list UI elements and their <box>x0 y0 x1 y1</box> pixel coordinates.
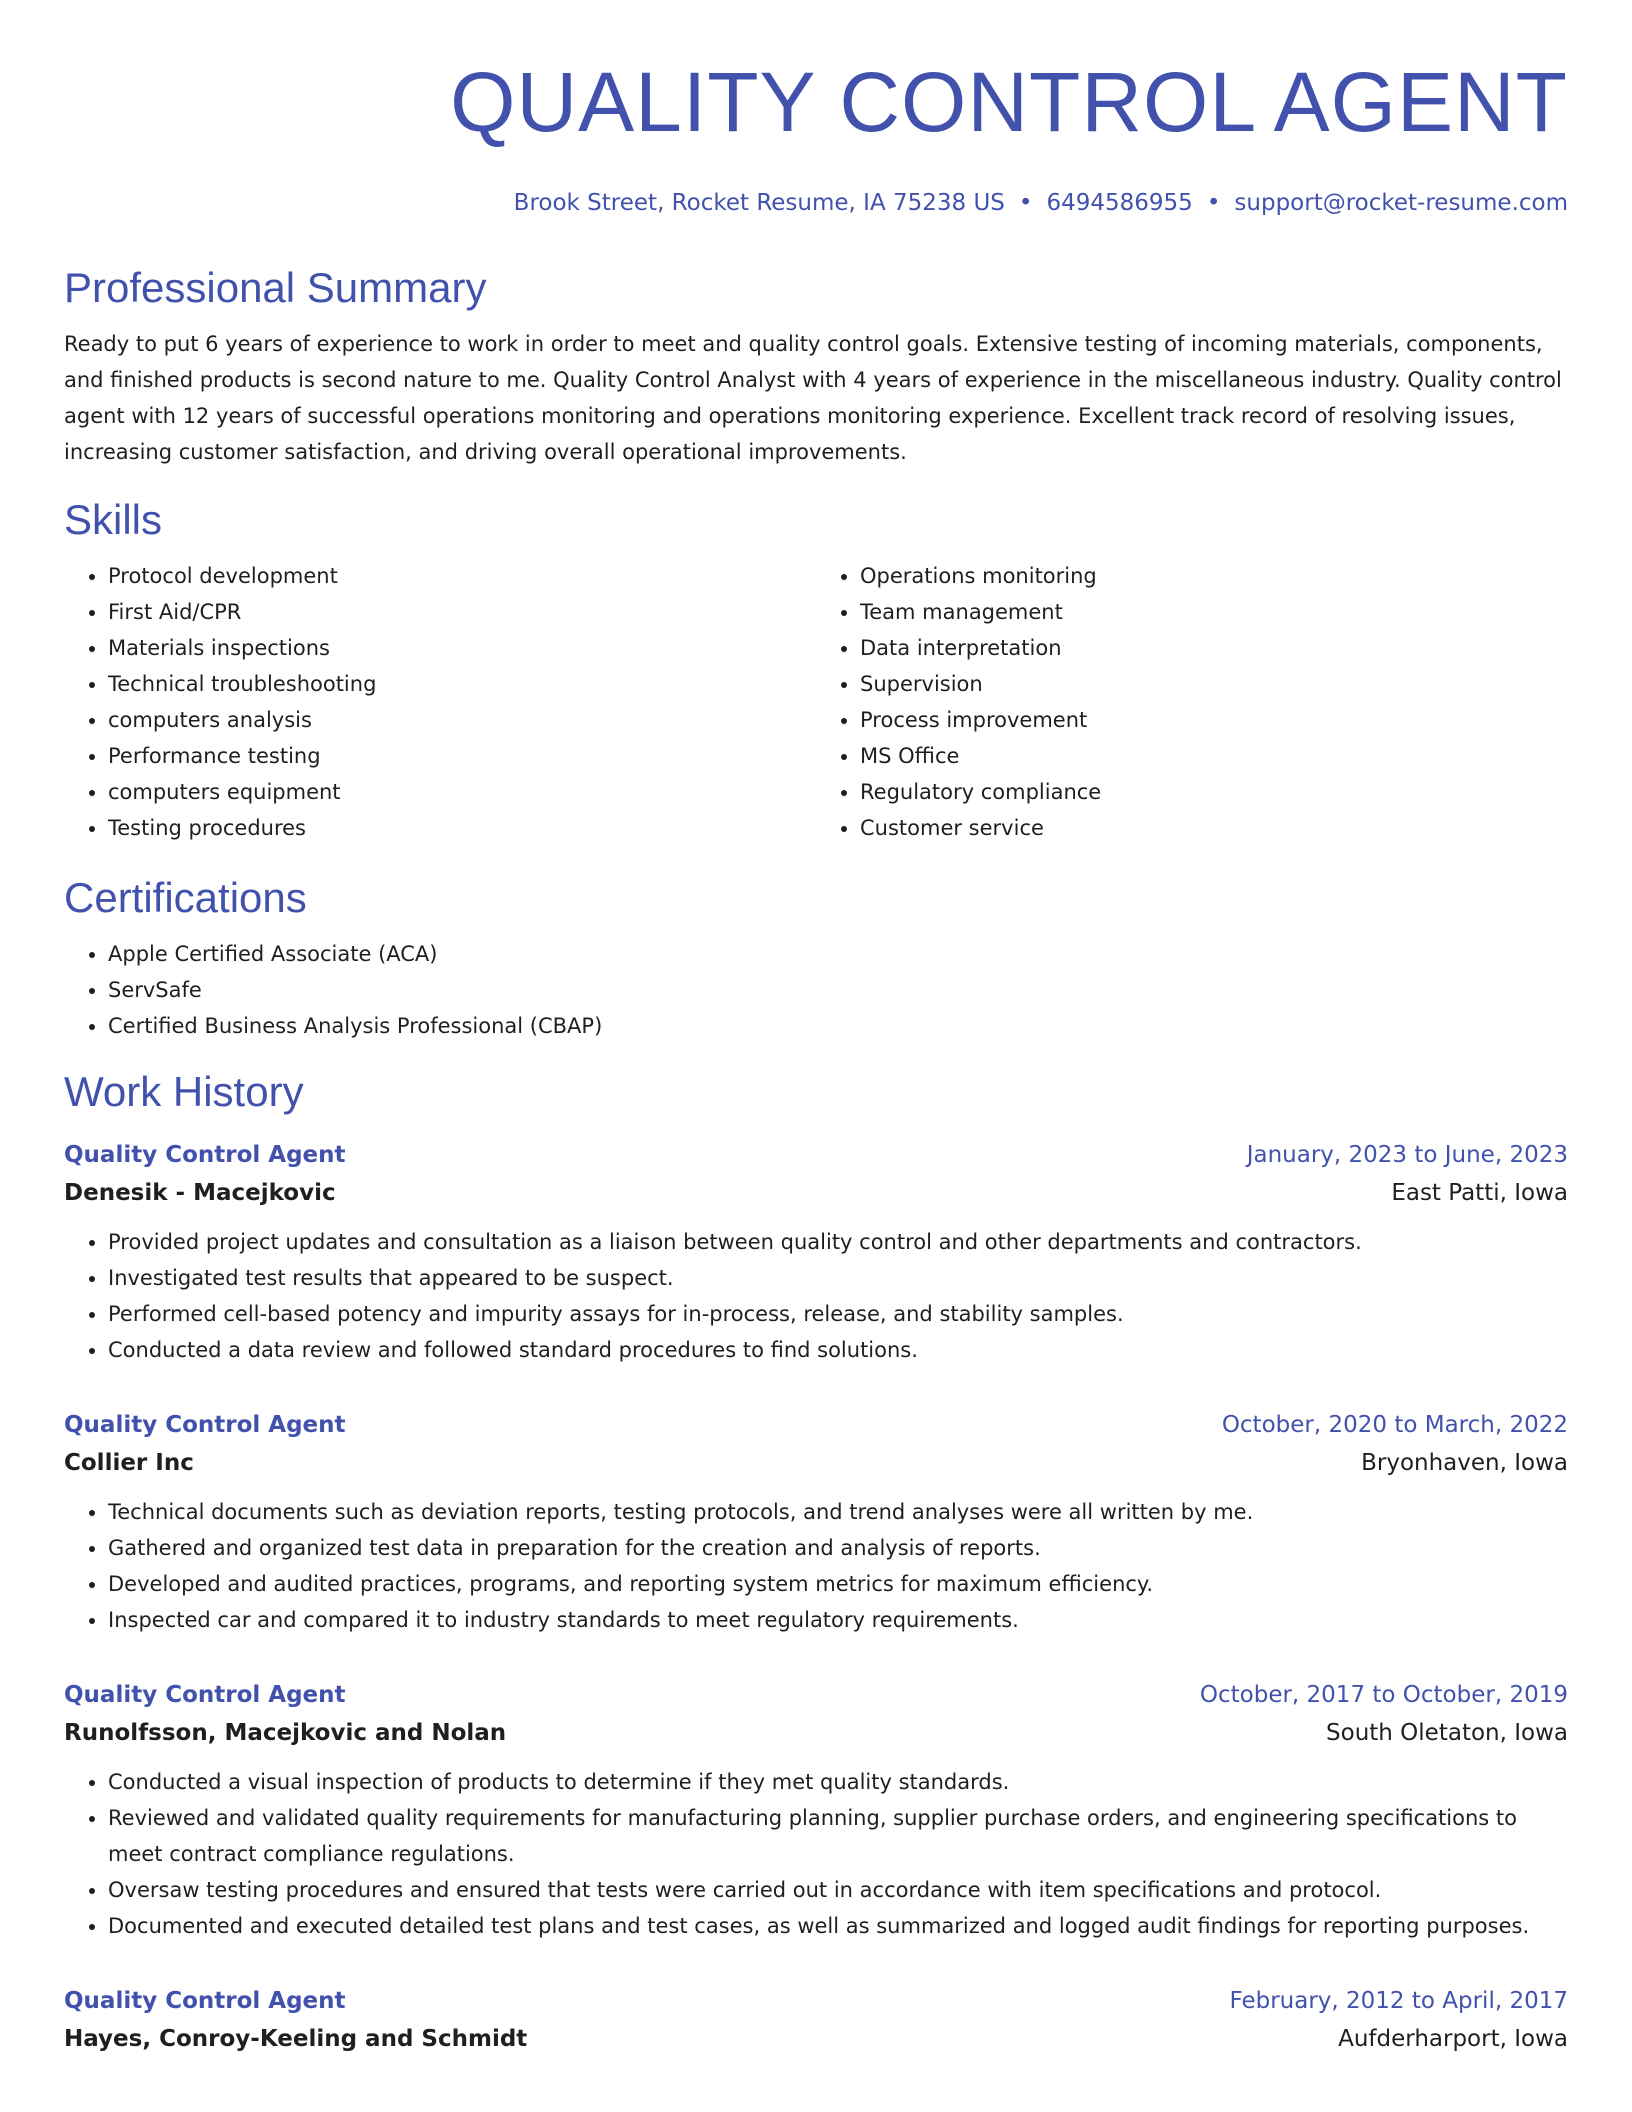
job-dates: October, 2020 to March, 2022 <box>1221 1412 1568 1438</box>
job-bullet: • Provided project updates and consultation as a liaison between quality control and other departments and contractors. <box>108 1224 1568 1260</box>
skill-item: • Regulatory compliance <box>860 774 1568 810</box>
job-bullets <box>64 1764 1568 1944</box>
job-dates: February, 2012 to April, 2017 <box>1229 1988 1568 2014</box>
contact-separator: • <box>1206 190 1221 216</box>
job-header-row <box>64 1982 1568 2020</box>
resume-page <box>64 0 1568 2058</box>
job-header-row <box>64 1406 1568 1444</box>
job-bullet: • Oversaw testing procedures and ensured that tests were carried out in accordance with item specifications and protocol. <box>108 1872 1568 1908</box>
job-title: Quality Control Agent <box>64 1142 346 1168</box>
skills-columns <box>64 558 1568 846</box>
summary-heading: Professional Summary <box>64 264 487 311</box>
job-entry <box>64 1676 1568 1944</box>
job-location: Aufderharport, Iowa <box>1338 2026 1568 2052</box>
job-title: Quality Control Agent <box>64 1412 346 1438</box>
contact-address: Brook Street, Rocket Resume, IA 75238 US <box>513 190 1005 216</box>
skill-item: • Team management <box>860 594 1568 630</box>
job-company: Runolfsson, Macejkovic and Nolan <box>64 1720 507 1746</box>
job-entry <box>64 1982 1568 2058</box>
job-bullets <box>64 1224 1568 1368</box>
candidate-title: QUALITY CONTROL AGENT <box>450 55 1568 149</box>
job-location: Bryonhaven, Iowa <box>1361 1450 1568 1476</box>
job-entry <box>64 1406 1568 1638</box>
contact-email: support@rocket-resume.com <box>1234 190 1568 216</box>
contact-separator: • <box>1018 190 1033 216</box>
skill-item: • Data interpretation <box>860 630 1568 666</box>
job-employer-row <box>64 2020 1568 2058</box>
certification-item: • Certified Business Analysis Professional (CBAP) <box>108 1008 1568 1044</box>
contact-phone: 6494586955 <box>1046 190 1193 216</box>
skill-item: • First Aid/CPR <box>108 594 816 630</box>
job-title: Quality Control Agent <box>64 1988 346 2014</box>
job-bullet: • Conducted a visual inspection of products to determine if they met quality standards. <box>108 1764 1568 1800</box>
job-dates: January, 2023 to June, 2023 <box>1246 1142 1568 1168</box>
skill-item: • Operations monitoring <box>860 558 1568 594</box>
job-bullet: • Conducted a data review and followed standard procedures to find solutions. <box>108 1332 1568 1368</box>
certification-item: • ServSafe <box>108 972 1568 1008</box>
work-history-heading: Work History <box>64 1068 304 1115</box>
job-title: Quality Control Agent <box>64 1682 346 1708</box>
job-location: East Patti, Iowa <box>1391 1180 1568 1206</box>
job-header-row <box>64 1136 1568 1174</box>
skill-item: • MS Office <box>860 738 1568 774</box>
job-bullet: • Gathered and organized test data in preparation for the creation and analysis of reports. <box>108 1530 1568 1566</box>
job-company: Hayes, Conroy-Keeling and Schmidt <box>64 2026 528 2052</box>
skills-heading: Skills <box>64 496 163 543</box>
skill-item: • Supervision <box>860 666 1568 702</box>
job-entry <box>64 1136 1568 1368</box>
job-company: Denesik - Macejkovic <box>64 1180 336 1206</box>
skill-item: • Protocol development <box>108 558 816 594</box>
certifications-list <box>64 936 1568 1044</box>
job-company: Collier Inc <box>64 1450 194 1476</box>
job-employer-row <box>64 1714 1568 1752</box>
job-bullet: • Developed and audited practices, programs, and reporting system metrics for maximum efficiency. <box>108 1566 1568 1602</box>
certifications-heading: Certifications <box>64 874 307 921</box>
skill-item: • Customer service <box>860 810 1568 846</box>
resume-header <box>64 55 1568 218</box>
job-location: South Oletaton, Iowa <box>1326 1720 1568 1746</box>
job-bullet: • Reviewed and validated quality requirements for manufacturing planning, supplier purchase orders, and engineering specifications to meet contract compliance regulations. <box>108 1800 1568 1872</box>
skills-list-right <box>816 558 1568 846</box>
job-bullet: • Performed cell-based potency and impurity assays for in-process, release, and stability samples. <box>108 1296 1568 1332</box>
job-employer-row <box>64 1444 1568 1482</box>
skills-list-left <box>64 558 816 846</box>
job-bullets <box>64 1494 1568 1638</box>
skill-item: • Process improvement <box>860 702 1568 738</box>
skill-item: • computers equipment <box>108 774 816 810</box>
skill-item: • Performance testing <box>108 738 816 774</box>
summary-text: Ready to put 6 years of experience to work in order to meet and quality control goals. Extensive testing of incoming materials, components, and finished products is second nature to me. Quality Control Analyst with 4 years of experience in the miscellaneous industry. Quality control agent with 12 years of successful operations monitoring and operations monitoring experience. Excellent track record of resolving issues, increasing customer satisfaction, and driving overall operational improvements. <box>64 332 1562 464</box>
job-bullet: • Investigated test results that appeared to be suspect. <box>108 1260 1568 1296</box>
job-dates: October, 2017 to October, 2019 <box>1199 1682 1568 1708</box>
job-bullet: • Inspected car and compared it to industry standards to meet regulatory requirements. <box>108 1602 1568 1638</box>
job-employer-row <box>64 1174 1568 1212</box>
skill-item: • Materials inspections <box>108 630 816 666</box>
job-bullet: • Technical documents such as deviation reports, testing protocols, and trend analyses were all written by me. <box>108 1494 1568 1530</box>
job-bullet: • Documented and executed detailed test plans and test cases, as well as summarized and logged audit findings for reporting purposes. <box>108 1908 1568 1944</box>
certification-item: • Apple Certified Associate (ACA) <box>108 936 1568 972</box>
skill-item: • computers analysis <box>108 702 816 738</box>
job-header-row <box>64 1676 1568 1714</box>
contact-line <box>64 188 1568 218</box>
skill-item: • Testing procedures <box>108 810 816 846</box>
skill-item: • Technical troubleshooting <box>108 666 816 702</box>
